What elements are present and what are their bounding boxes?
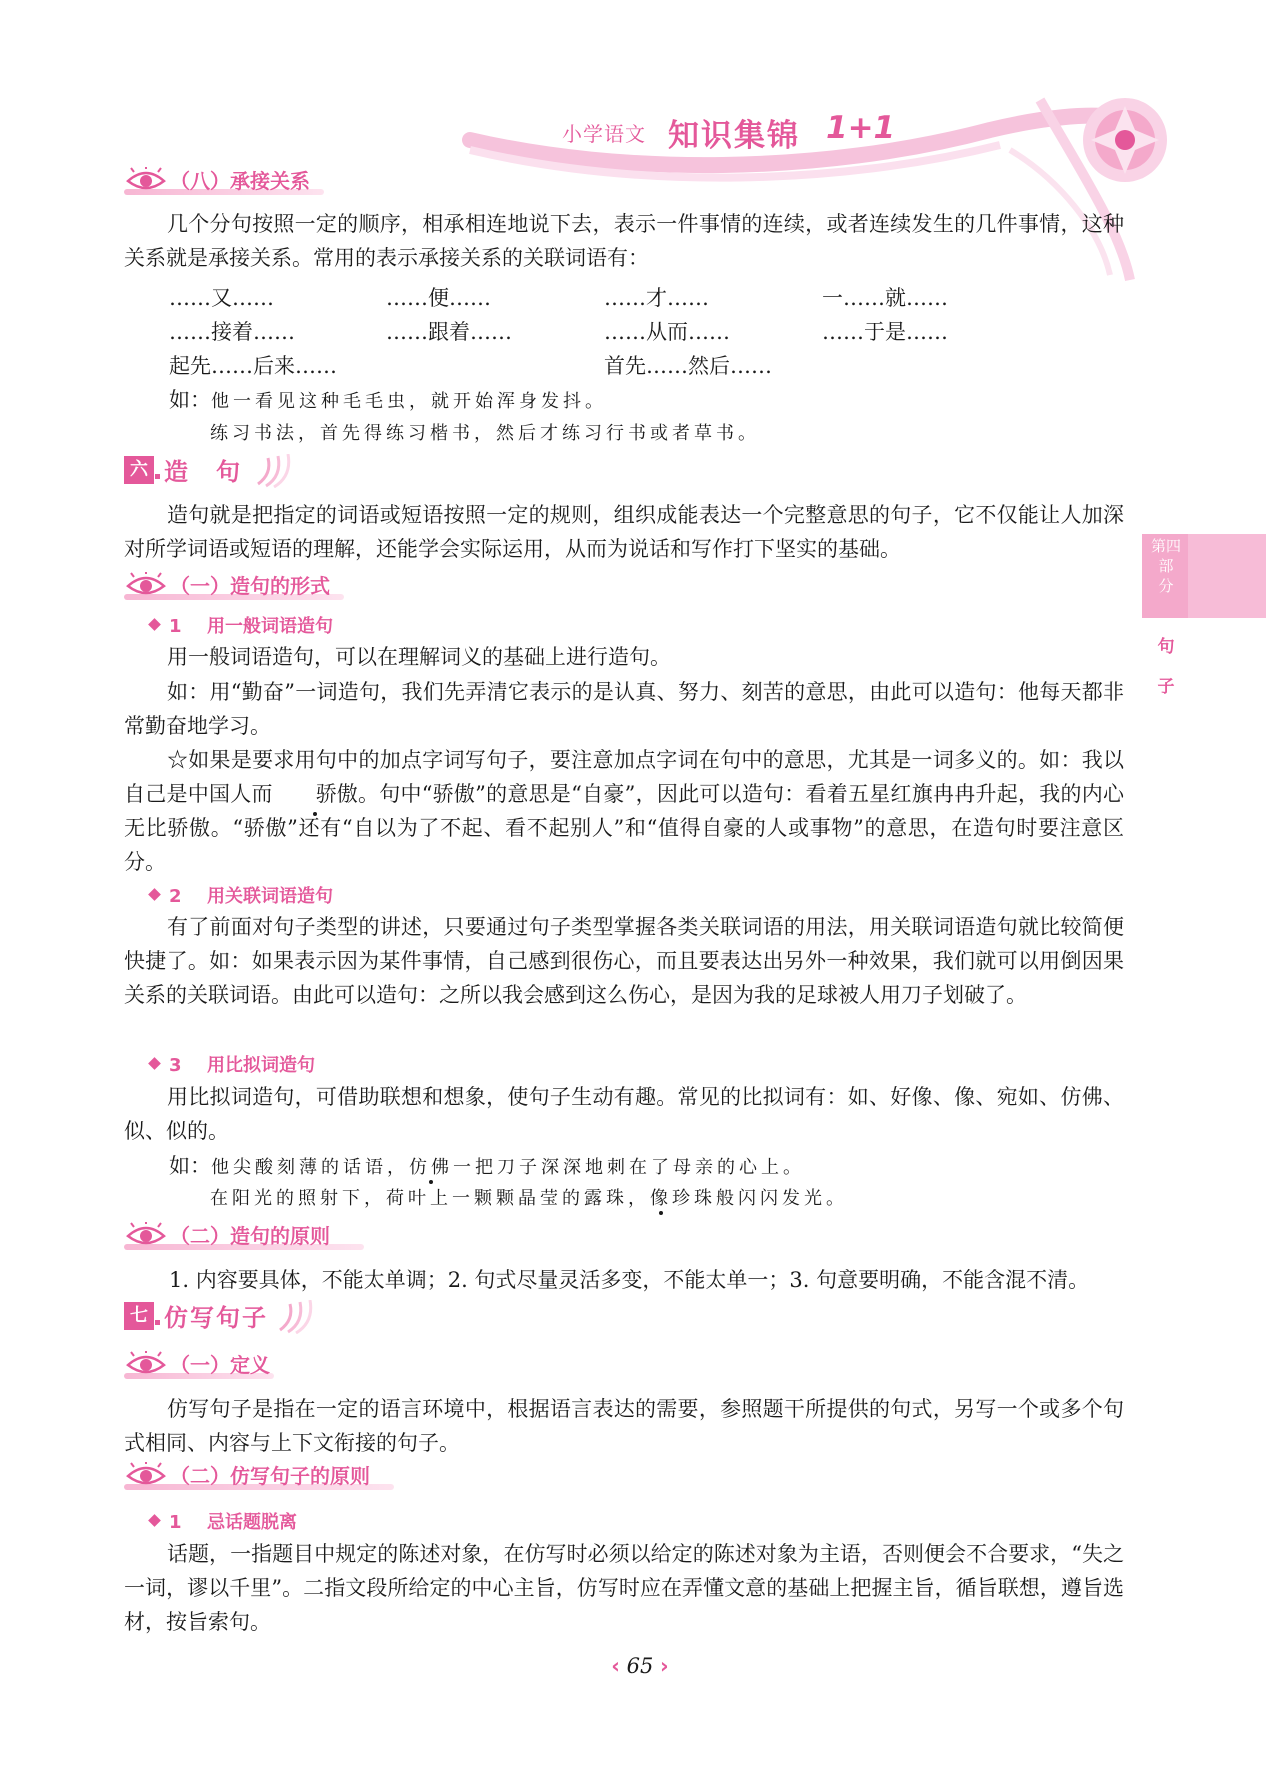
paragraph: 造句就是把指定的词语或短语按照一定的规则，组织成能表达一个完整意思的句子，它不仅能让人加深对所学词语或短语的理解，还能学会实际运用，从而为说话和写作打下坚实的基础。 xyxy=(124,503,1124,561)
subheading-title: （八）承接关系 xyxy=(170,169,310,193)
paragraph: 如：用“勤奋”一词造句，我们先弄清它表示的是认真、努力、刻苦的意思，由此可以造句：他每天都非常勤奋地学习。 xyxy=(124,680,1124,738)
chevron-left-icon: ‹ xyxy=(611,1654,620,1678)
eye-icon xyxy=(126,167,166,193)
paragraph: 话题，一指题目中规定的陈述对象，在仿写时必须以给定的陈述对象为主语，否则便会不合要求，“失之一词，谬以千里”。二指文段所给定的中心主旨，仿写时应在弄懂文意的基础上把握主旨，循旨联想，遵旨选材，按旨索句。 xyxy=(124,1542,1124,1634)
subheading-title: （二）仿写句子的原则 xyxy=(170,1464,370,1488)
paragraph: 几个分句按照一定的顺序，相承相连地说下去，表示一件事情的连续，或者连续发生的几件事情，这种关系就是承接关系。常用的表示承接关系的关联词语有： xyxy=(124,212,1124,270)
diamond-icon xyxy=(148,1514,161,1527)
example-line: 如：他一看见这种毛毛虫，就开始浑身发抖。 xyxy=(169,388,607,412)
brand-badge: 1+1 xyxy=(826,110,896,146)
word-item: ……接着…… xyxy=(169,320,295,344)
word-item: ……便…… xyxy=(386,286,491,310)
item-heading: 2 用关联词语造句 xyxy=(150,882,333,908)
item-heading: 3 用比拟词造句 xyxy=(150,1051,315,1077)
signal-icon xyxy=(254,454,298,488)
word-item: ……跟着…… xyxy=(386,320,512,344)
word-item: ……从而…… xyxy=(604,320,730,344)
word-item: ……又…… xyxy=(169,286,274,310)
paragraph: 有了前面对句子类型的讲述，只要通过句子类型掌握各类关联词语的用法，用关联词语造句就比较简便快捷了。如：如果表示因为某件事情，自己感到很伤心，而且要表达出另外一种效果，我们就可以用倒因果关系的关联词语。由此可以造句：之所以我会感到这么伤心，是因为我的足球被人用刀子划破了。 xyxy=(124,915,1124,1007)
diamond-icon xyxy=(148,618,161,631)
subheading-title: （二）造句的原则 xyxy=(170,1224,330,1248)
brand-title: 知识集锦 xyxy=(668,118,800,154)
diamond-icon xyxy=(148,1057,161,1070)
eye-icon xyxy=(126,572,166,598)
word-item: ……于是…… xyxy=(822,320,948,344)
subheading-definition xyxy=(124,1349,274,1381)
item-heading: 1 忌话题脱离 xyxy=(150,1508,297,1534)
eye-icon xyxy=(126,1462,166,1488)
side-tab-topic: 句 xyxy=(1157,637,1175,657)
section-heading-6: 六 造 句 xyxy=(124,452,324,492)
series-name: 小学语文 xyxy=(562,122,646,146)
side-tab-edge xyxy=(1188,534,1266,618)
dotted-word: 像 xyxy=(650,1184,672,1210)
example-line: 如：他尖酸刻薄的话语，仿佛一把刀子深深地刺在了母亲的心上。 xyxy=(169,1154,805,1178)
paragraph: 1. 内容要具体，不能太单调；2. 句式尽量灵活多变，不能太单一；3. 句意要明确，不能含混不清。 xyxy=(169,1268,1090,1292)
paragraph: 用比拟词造句，可借助联想和想象，使句子生动有趣。常见的比拟词有：如、好像、像、宛如、仿佛、似、似的。 xyxy=(124,1085,1124,1143)
chevron-right-icon: › xyxy=(660,1654,669,1678)
subheading-principle xyxy=(124,1220,364,1252)
section-heading-7: 七 仿写句子 xyxy=(124,1298,364,1338)
item-heading: 1 用一般词语造句 xyxy=(150,612,333,638)
diamond-icon xyxy=(148,888,161,901)
eye-icon xyxy=(126,1351,166,1377)
signal-icon xyxy=(276,1300,320,1334)
subheading-title: （一）定义 xyxy=(170,1353,270,1377)
side-tab-part: 第四 部 分 xyxy=(1150,537,1181,595)
eye-icon xyxy=(126,1222,166,1248)
paragraph: 仿写句子是指在一定的语言环境中，根据语言表达的需要，参照题干所提供的句式，另写一个或多个句式相同、内容与上下文衔接的句子。 xyxy=(124,1397,1124,1455)
flower-icon xyxy=(1083,98,1167,182)
example-line: 练习书法，首先得练习楷书，然后才练习行书或者草书。 xyxy=(210,423,760,444)
subheading-form xyxy=(124,570,344,602)
dotted-word: 骄傲 xyxy=(273,777,358,811)
page-number: ‹ 65 › xyxy=(611,1654,669,1678)
word-item: 起先……后来…… xyxy=(169,354,337,378)
subheading-principle-7 xyxy=(124,1460,394,1492)
paragraph: ☆如果是要求用句中的加点字词写句子，要注意加点字词在句中的意思，尤其是一词多义的。如：我以自己是中国人而 骄傲。句中“骄傲”的意思是“自豪”，因此可以造句：看着五星红旗冉冉升起，我的内心无比骄傲。“骄傲”还有“自以为了不起、看不起别人”和“值得自豪的人或事物”的意思，在造句时要注意区分。 xyxy=(124,748,1124,874)
side-tab-topic: 子 xyxy=(1157,677,1175,697)
subheading-s8 xyxy=(124,165,324,197)
section-title: 造 句 xyxy=(164,458,242,486)
subheading-title: （一）造句的形式 xyxy=(170,574,330,598)
word-item: 一……就…… xyxy=(822,286,948,310)
example-line: 在阳光的照射下，荷叶上一颗颗晶莹的露珠，像珍珠般闪闪发光。 xyxy=(210,1184,848,1210)
dotted-word: 仿佛 xyxy=(409,1153,453,1179)
section-title: 仿写句子 xyxy=(164,1304,268,1332)
word-item: ……才…… xyxy=(604,286,709,310)
paragraph: 用一般词语造句，可以在理解词义的基础上进行造句。 xyxy=(167,645,671,669)
word-item: 首先……然后…… xyxy=(604,354,772,378)
